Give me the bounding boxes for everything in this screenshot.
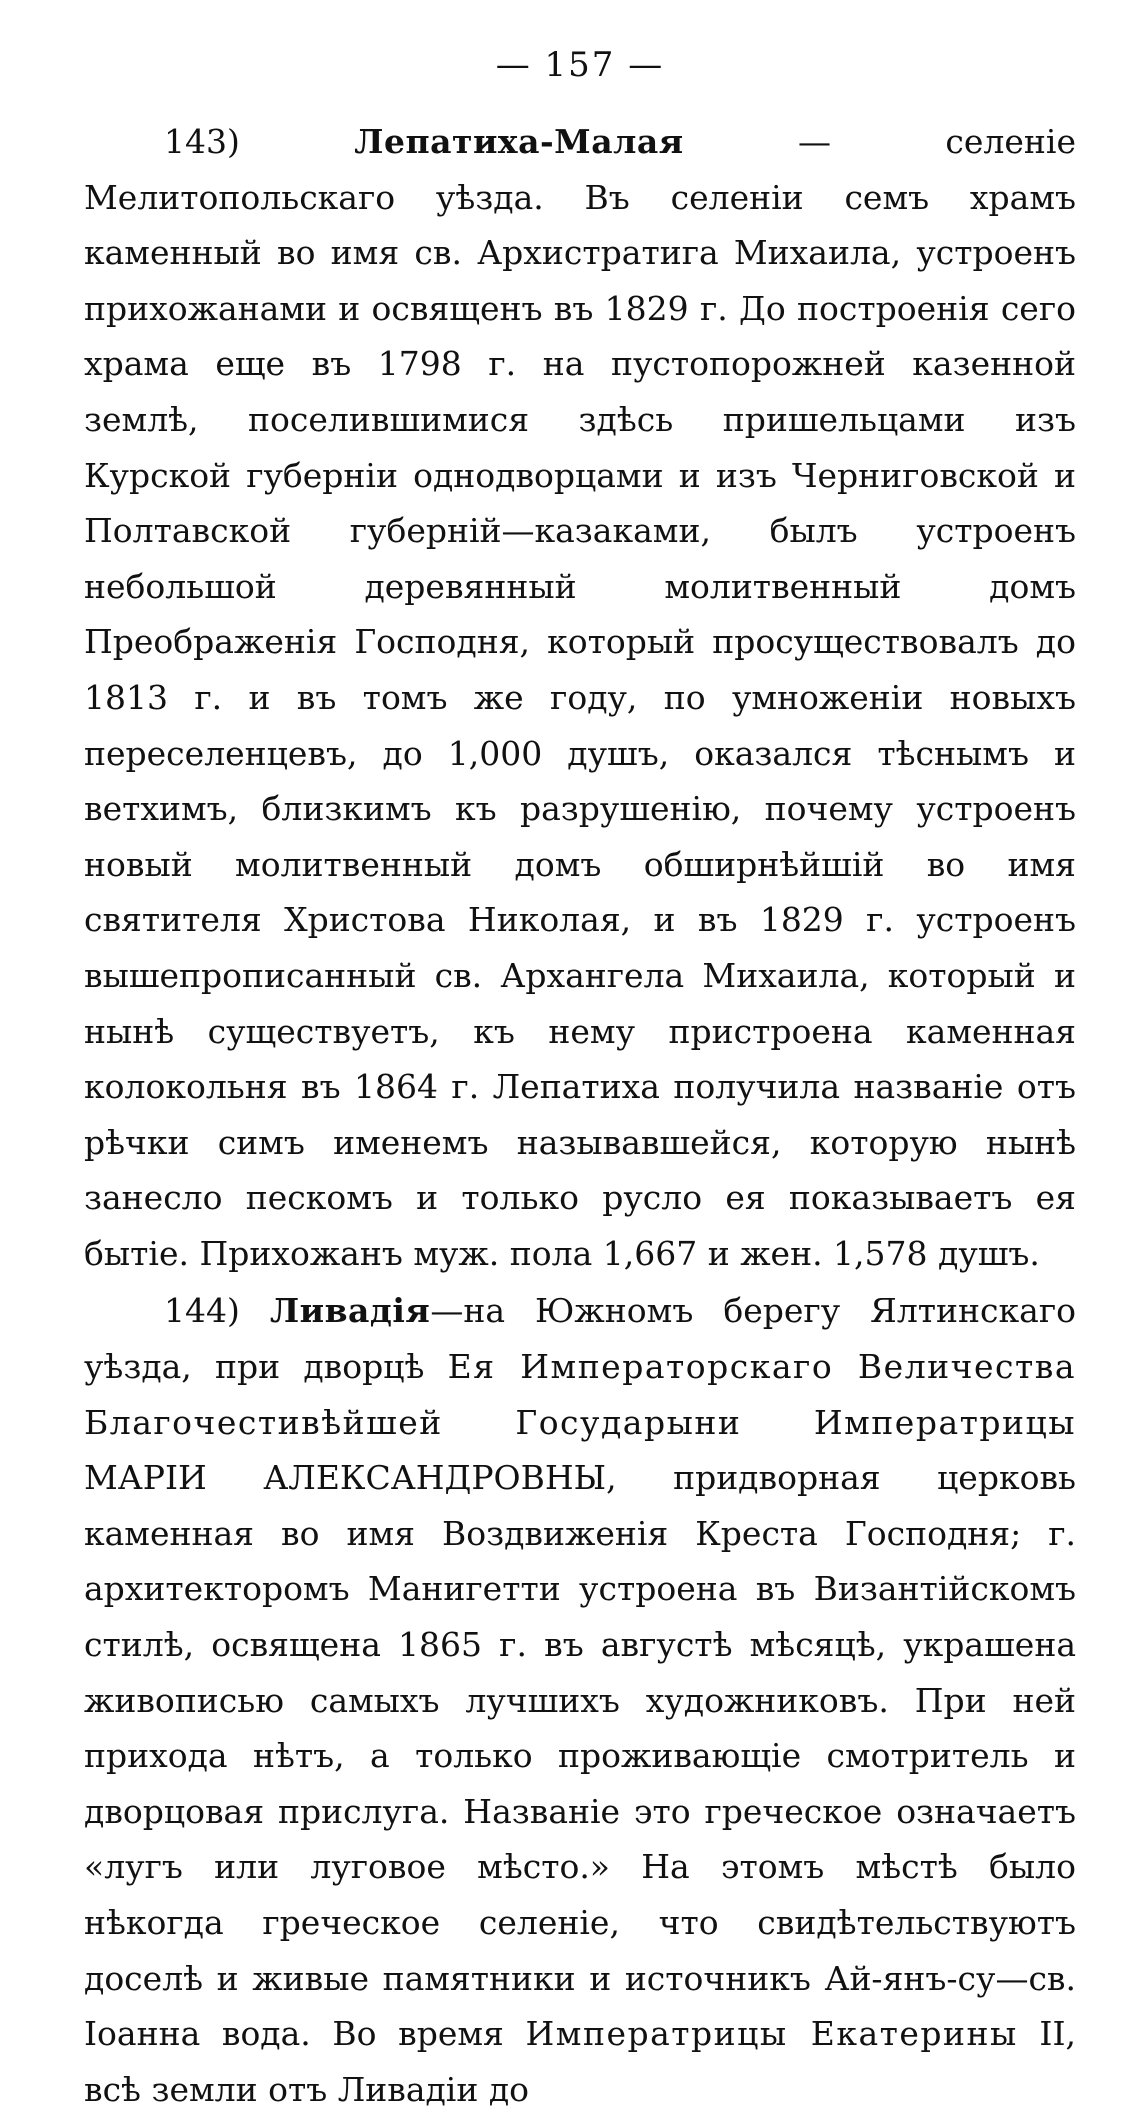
entry-143 [84, 114, 1076, 1281]
entry-name: Лепатиха-Малая [354, 122, 684, 161]
entry-text: — селеніе Мелитопольскаго уѣзда. Въ селеніи семъ храмъ каменный во имя св. Архистратига Михаила, устроенъ прихожанами и освященъ въ 1829 г. До построенія сего храма еще въ 1798 г. на пустопорожней казенной землѣ, поселившимися здѣсь пришельцами изъ Курской губерніи однодворцами и изъ Черниговской и Полтавской губерній—казаками, былъ устроенъ небольшой деревянный молитвенный домъ Преображенія Господня, который просуществовалъ до 1813 г. и въ томъ же году, по умноженіи новыхъ переселенцевъ, до 1,000 душъ, оказался тѣснымъ и ветхимъ, близкимъ къ разрушенію, почему устроенъ новый молитвенный домъ обширнѣйшій во имя святителя Христова Николая, и въ 1829 г. устроенъ вышепрописанный св. Архангела Михаила, который и нынѣ существуетъ, къ нему пристроена каменная колокольня въ 1864 г. Лепатиха получила названіе отъ рѣчки симъ именемъ называвшейся, которую нынѣ занесло пескомъ и только русло ея показываетъ ея бытіе. Прихожанъ муж. пола 1,667 и жен. 1,578 душъ. [84, 122, 1076, 1273]
entry-text-part-a: —на Южномъ берегу Ялтинскаго уѣзда, при дворцѣ [84, 1291, 1076, 1387]
entry-text-part-c: II, всѣ земли отъ Ливадіи до [84, 2014, 1076, 2109]
entry-number: 144) [164, 1291, 240, 1331]
page-number: — 157 — [495, 45, 665, 85]
document-page [84, 40, 1076, 2109]
entry-number: 143) [164, 122, 240, 161]
entry-144 [84, 1283, 1076, 2117]
entry-text-spaced: Ея Императорскаго Величества Благочестивѣйшей Государыни Императрицы [84, 1347, 1076, 1442]
entry-text-part-b: МАРІИ АЛЕКСАНДРОВНЫ, придворная церковь каменная во имя Воздвиженія Креста Господня; г. архитекторомъ Манигетти устроена въ Византійскомъ стилѣ, освящена 1865 г. въ августѣ мѣсяцѣ, украшена живописью самыхъ лучшихъ художниковъ. При ней прихода нѣтъ, а только проживающіе смотритель и дворцовая прислуга. Названіе это греческое означаетъ «лугъ или луговое мѣсто.» На этомъ мѣстѣ было нѣкогда греческое селеніе, что свидѣтельствуютъ доселѣ и живые памятники и источникъ Ай-янъ-су—св. Іоанна вода. Во время [84, 1458, 1076, 2054]
entry-name: Ливадія [269, 1291, 431, 1331]
entry-text-spaced-2: Императрицы Екатерины [525, 2014, 1018, 2054]
